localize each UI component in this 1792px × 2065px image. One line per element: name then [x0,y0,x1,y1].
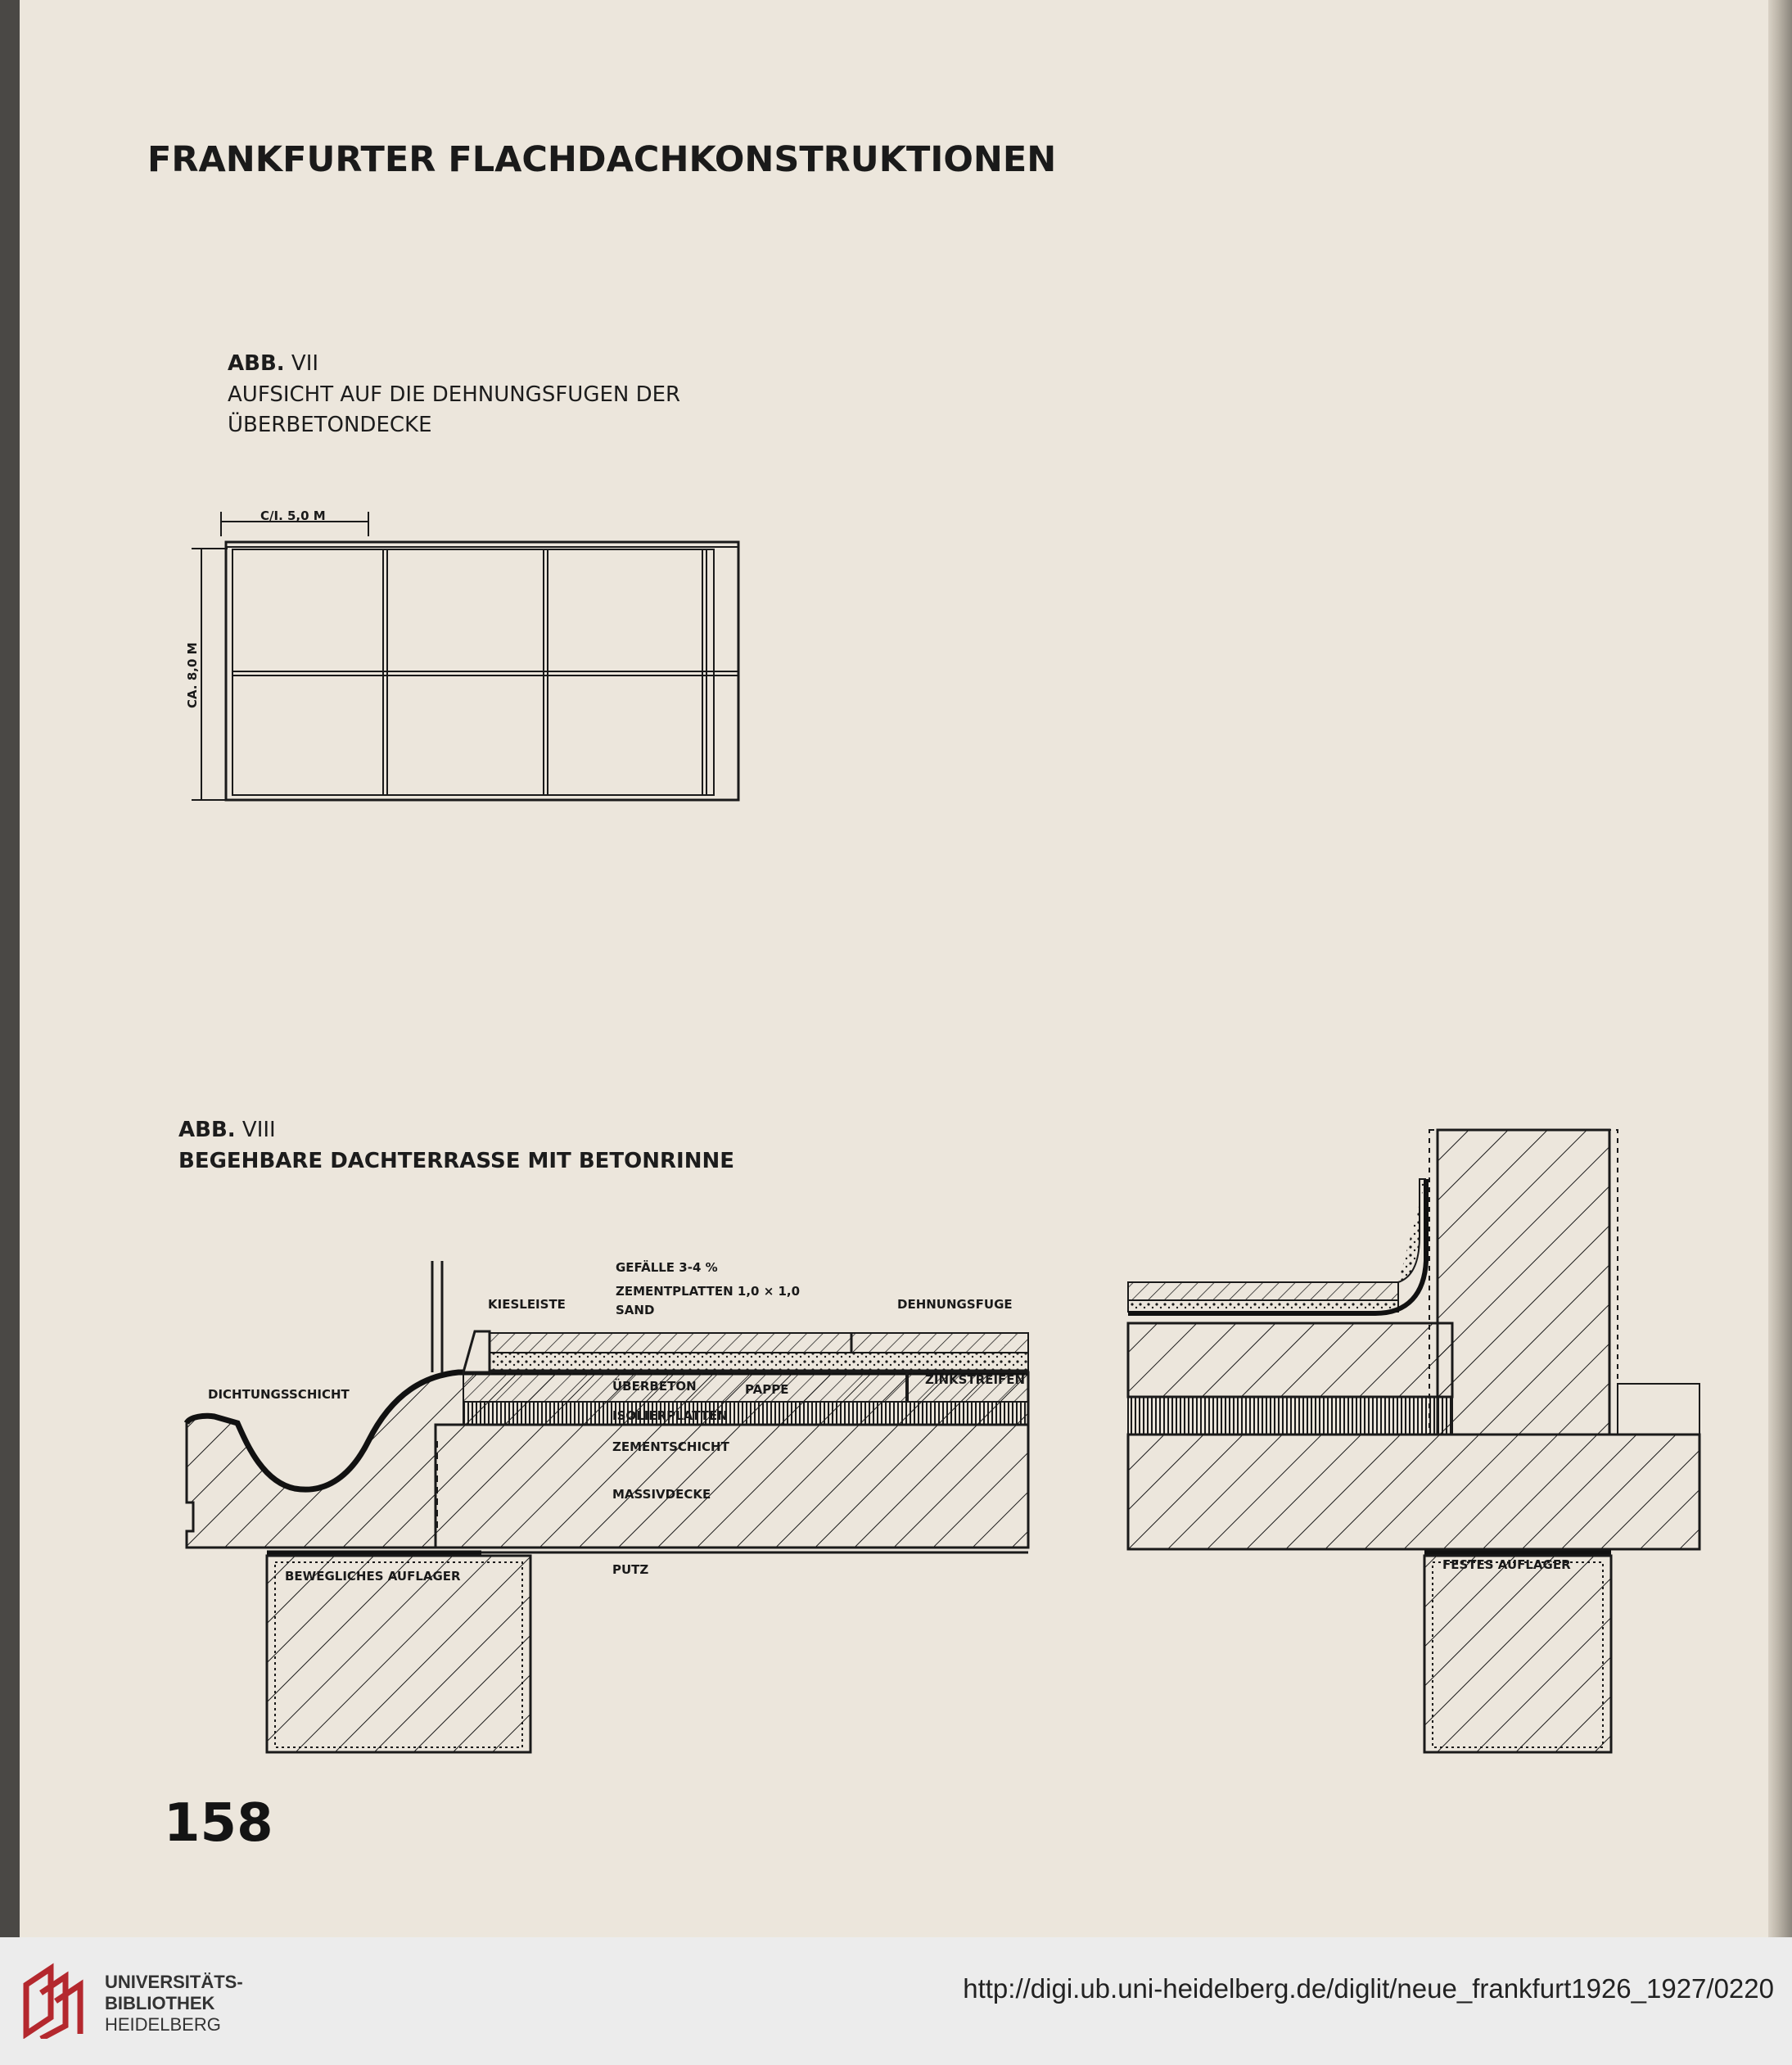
label-massivdecke: MASSIVDECKE [612,1487,711,1502]
zementplatten-right [1128,1282,1398,1300]
isolierplatten-band [463,1402,1028,1425]
fig7-caption-line2: ÜBERBETONDECKE [228,413,432,438]
right-detail [1128,1130,1699,1752]
label-sand: SAND [616,1303,655,1317]
sand-layer [483,1353,1028,1371]
source-url-link[interactable]: http://digi.ub.uni-heidelberg.de/diglit/neue_frankfurt1926_1927/0220 [963,1973,1774,2004]
label-zementplatten: ZEMENTPLATTEN 1,0 × 1,0 [616,1284,801,1299]
fig7-caption-line1: AUFSICHT AUF DIE DEHNUNGSFUGEN DER [228,382,681,407]
page-number: 158 [164,1793,273,1854]
library-name [105,1972,243,2036]
label-pappe: PAPPE [745,1382,789,1397]
fig7-plan-drawing [172,504,745,807]
label-ueberbeton: ÜBERBETON [612,1379,697,1394]
label-isolierplatten: ISOLIERPLATTEN [612,1408,728,1423]
fig8-abb-prefix: ABB. [178,1118,236,1142]
library-logo-icon[interactable] [18,1960,97,2039]
zementplatten-layer [486,1333,1028,1353]
fig7-abb-number: VII [291,351,319,376]
fig7-dim-width: C/I. 5,0 M [260,508,326,523]
fig7-abb-prefix: ABB. [228,351,285,376]
label-dehnungsfuge: DEHNUNGSFUGE [897,1297,1013,1312]
parapet-wall [1438,1130,1609,1435]
kiesleiste [463,1331,490,1372]
page-edge [1768,0,1792,1937]
upturn-cover [1398,1179,1426,1282]
fig7-dim-height: CA. 8,0 M [185,642,200,708]
massivdecke-left [436,1425,1028,1548]
isolierplatten-right [1128,1397,1452,1435]
ueberbeton-right [1128,1323,1452,1397]
support-left [267,1556,530,1752]
fig8-section-drawing [0,1114,1768,1769]
adjacent-slab [1618,1384,1699,1435]
fig8-abb-number: VIII [241,1118,276,1142]
fig8-caption-line: BEGEHBARE DACHTERRASSE MIT BETONRINNE [178,1148,734,1173]
label-gefaelle: GEFÄLLE 3-4 % [616,1260,718,1275]
left-detail [187,1261,1028,1752]
label-bewegliches-auflager: BEWEGLICHES AUFLAGER [285,1569,461,1584]
label-zinkstreifen: ZINKSTREIFEN [925,1372,1026,1387]
sand-right [1128,1300,1398,1312]
massivdecke-right [1128,1435,1699,1549]
logo-line1: UNIVERSITÄTS- [105,1972,243,1992]
label-zementschicht: ZEMENTSCHICHT [612,1439,729,1454]
logo-line3: HEIDELBERG [105,2013,221,2035]
page-heading: FRANKFURTER FLACHDACHKONSTRUKTIONEN [147,139,1057,180]
label-kiesleiste: KIESLEISTE [488,1297,566,1312]
logo-line2: BIBLIOTHEK [105,1992,215,2013]
label-dichtungsschicht: DICHTUNGSSCHICHT [208,1387,350,1402]
support-right [1424,1556,1611,1752]
label-putz: PUTZ [612,1562,649,1577]
label-festes-auflager: FESTES AUFLAGER [1442,1557,1571,1572]
viewer-footer [0,1937,1792,2065]
fig7-caption [228,349,680,441]
